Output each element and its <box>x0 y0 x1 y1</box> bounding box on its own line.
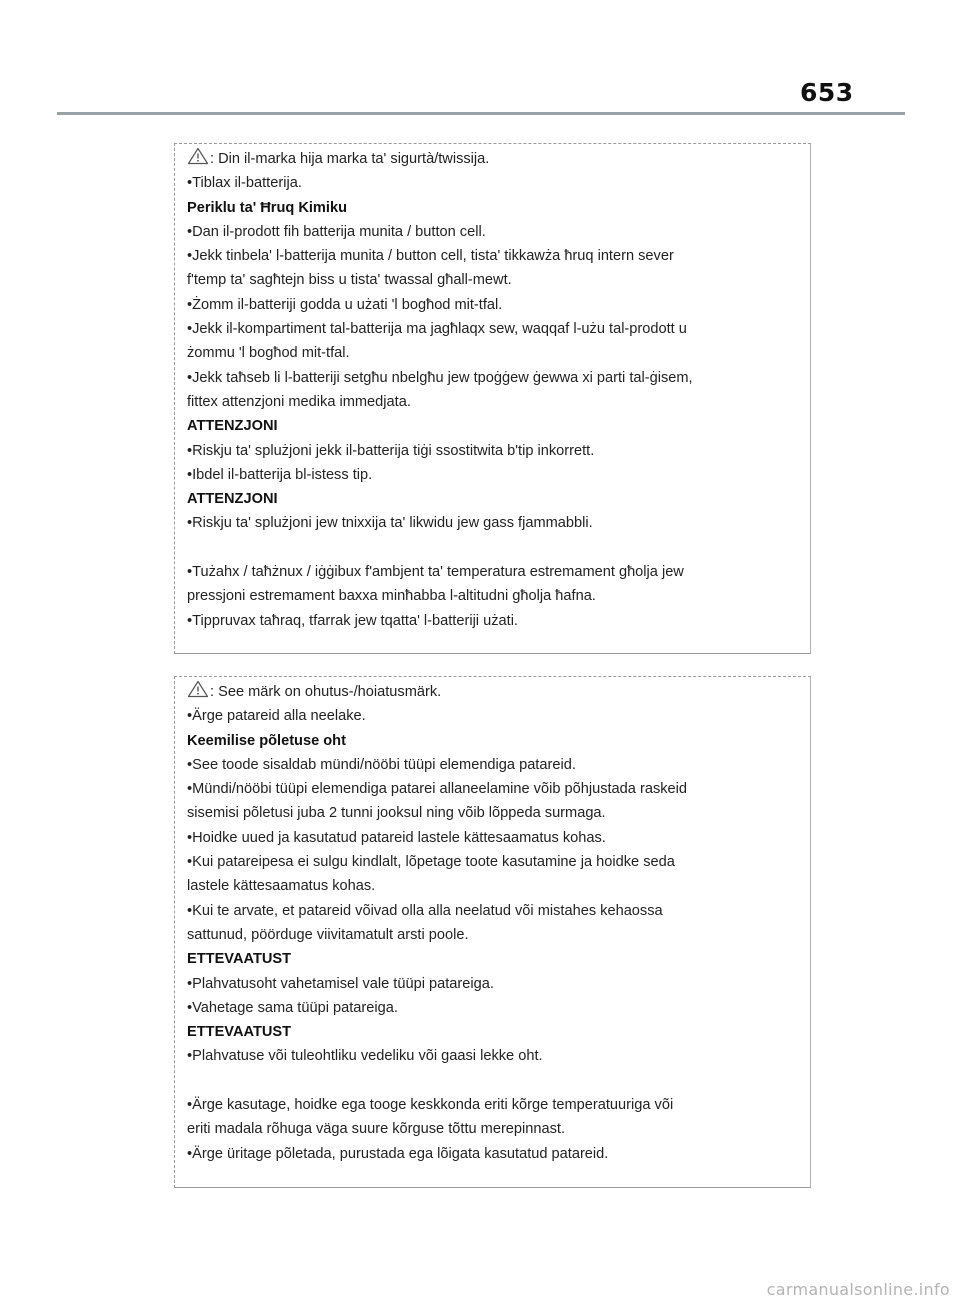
line-text: f'temp ta' sagħtejn biss u tista' twassal għall-mewt. <box>187 272 512 289</box>
text-line <box>187 972 800 996</box>
line-text: •Jekk il-kompartiment tal-batterija ma jagħlaqx sew, waqqaf l-użu tal-prodott u <box>187 321 687 338</box>
warning-triangle-icon <box>187 680 209 698</box>
section-heading <box>187 1020 800 1044</box>
line-text: •Tużahx / taħżnux / iġġibux f'ambjent ta' temperatura estremament għolja jew <box>187 564 684 581</box>
text-line <box>187 753 800 777</box>
line-text: •Plahvatusoht vahetamisel vale tüüpi patareiga. <box>187 975 494 992</box>
maltese-warning-box <box>174 143 811 654</box>
text-line <box>187 147 800 171</box>
text-line <box>187 609 800 633</box>
line-text: ETTEVAATUST <box>187 1024 292 1041</box>
line-text: •Ibdel il-batterija bl-istess tip. <box>187 466 373 483</box>
footer-watermark: carmanualsonline.info <box>766 1280 950 1299</box>
line-text: •Plahvatuse või tuleohtliku vedeliku või gaasi lekke oht. <box>187 1048 543 1065</box>
header-rule <box>57 112 905 115</box>
text-line <box>187 584 800 608</box>
warning-triangle-icon <box>187 147 209 165</box>
text-line <box>187 511 800 535</box>
text-line <box>187 390 800 414</box>
line-text: ATTENZJONI <box>187 418 278 435</box>
line-text: •Jekk tinbela' l-batterija munita / button cell, tista' tikkawża ħruq intern sever <box>187 248 674 265</box>
section-heading <box>187 729 800 753</box>
line-text: eriti madala rõhuga väga suure kõrguse tõttu merepinnast. <box>187 1121 566 1138</box>
text-line <box>187 560 800 584</box>
line-text: •Ärge patareid alla neelake. <box>187 708 366 725</box>
text-line <box>187 366 800 390</box>
estonian-warning-box <box>174 676 811 1188</box>
line-text: •Kui patareipesa ei sulgu kindlalt, lõpetage toote kasutamine ja hoidke seda <box>187 854 675 871</box>
line-text: Periklu ta' Ħruq Kimiku <box>187 199 347 216</box>
text-line <box>187 341 800 365</box>
line-text: : Din il-marka hija marka ta' sigurtà/twissija. <box>210 151 490 167</box>
line-text: sisemisi põletusi juba 2 tunni jooksul ning võib lõppeda surmaga. <box>187 805 606 822</box>
text-line <box>187 317 800 341</box>
line-text: •Vahetage sama tüüpi patareiga. <box>187 999 398 1016</box>
text-line <box>187 171 800 195</box>
text-line <box>187 1117 800 1141</box>
line-text: ETTEVAATUST <box>187 951 292 968</box>
text-line <box>187 1044 800 1068</box>
text-line <box>187 268 800 292</box>
page-number: 653 <box>800 78 854 107</box>
text-line <box>187 704 800 728</box>
line-text: Keemilise põletuse oht <box>187 732 346 749</box>
line-text: •Hoidke uued ja kasutatud patareid lastele kättesaamatus kohas. <box>187 829 606 846</box>
text-line <box>187 996 800 1020</box>
text-line <box>187 801 800 825</box>
text-line <box>187 777 800 801</box>
text-line <box>187 874 800 898</box>
text-line <box>187 463 800 487</box>
line-text: •Jekk taħseb li l-batteriji setgħu nbelgħu jew tpoġġew ġewwa xi parti tal-ġisem, <box>187 369 693 386</box>
blank-line <box>187 1069 800 1093</box>
text-line <box>187 293 800 317</box>
line-text: •Riskju ta' splużjoni jew tnixxija ta' likwidu jew gass fjammabbli. <box>187 515 593 532</box>
line-text: •Ärge kasutage, hoidke ega tooge keskkonda eriti kõrge temperatuuriga või <box>187 1097 674 1114</box>
text-line <box>187 826 800 850</box>
line-text: •Riskju ta' splużjoni jekk il-batterija tiġi ssostitwita b'tip inkorrett. <box>187 442 595 459</box>
line-text: •Żomm il-batteriji godda u użati 'l bogħod mit-tfal. <box>187 296 503 313</box>
section-heading <box>187 414 800 438</box>
text-line <box>187 1142 800 1166</box>
line-text: •Kui te arvate, et patareid võivad olla alla neelatud või mistahes kehaossa <box>187 902 663 919</box>
line-text: •Tippruvax taħraq, tfarrak jew tqatta' l-batteriji użati. <box>187 612 518 629</box>
line-text: lastele kättesaamatus kohas. <box>187 878 376 895</box>
line-text: fittex attenzjoni medika immedjata. <box>187 393 411 410</box>
section-heading <box>187 196 800 220</box>
line-text: •Ärge üritage põletada, purustada ega lõigata kasutatud patareid. <box>187 1145 609 1162</box>
section-heading <box>187 947 800 971</box>
line-text: •Mündi/nööbi tüüpi elemendiga patarei allaneelamine võib põhjustada raskeid <box>187 781 688 798</box>
section-heading <box>187 487 800 511</box>
line-text: żommu 'l bogħod mit-tfal. <box>187 345 350 362</box>
line-text: •See toode sisaldab mündi/nööbi tüüpi elemendiga patareid. <box>187 756 576 773</box>
text-line <box>187 899 800 923</box>
blank-line <box>187 536 800 560</box>
text-line <box>187 220 800 244</box>
line-text: •Dan il-prodott fih batterija munita / button cell. <box>187 223 486 240</box>
text-line <box>187 1093 800 1117</box>
line-text: sattunud, pöörduge viivitamatult arsti poole. <box>187 926 469 943</box>
text-line <box>187 680 800 704</box>
line-text: pressjoni estremament baxxa minħabba l-altitudni għolja ħafna. <box>187 588 596 605</box>
line-text: •Tiblax il-batterija. <box>187 175 302 192</box>
text-line <box>187 439 800 463</box>
line-text: ATTENZJONI <box>187 491 278 508</box>
text-line <box>187 923 800 947</box>
text-line <box>187 244 800 268</box>
text-line <box>187 850 800 874</box>
line-text: : See märk on ohutus-/hoiatusmärk. <box>210 684 442 700</box>
